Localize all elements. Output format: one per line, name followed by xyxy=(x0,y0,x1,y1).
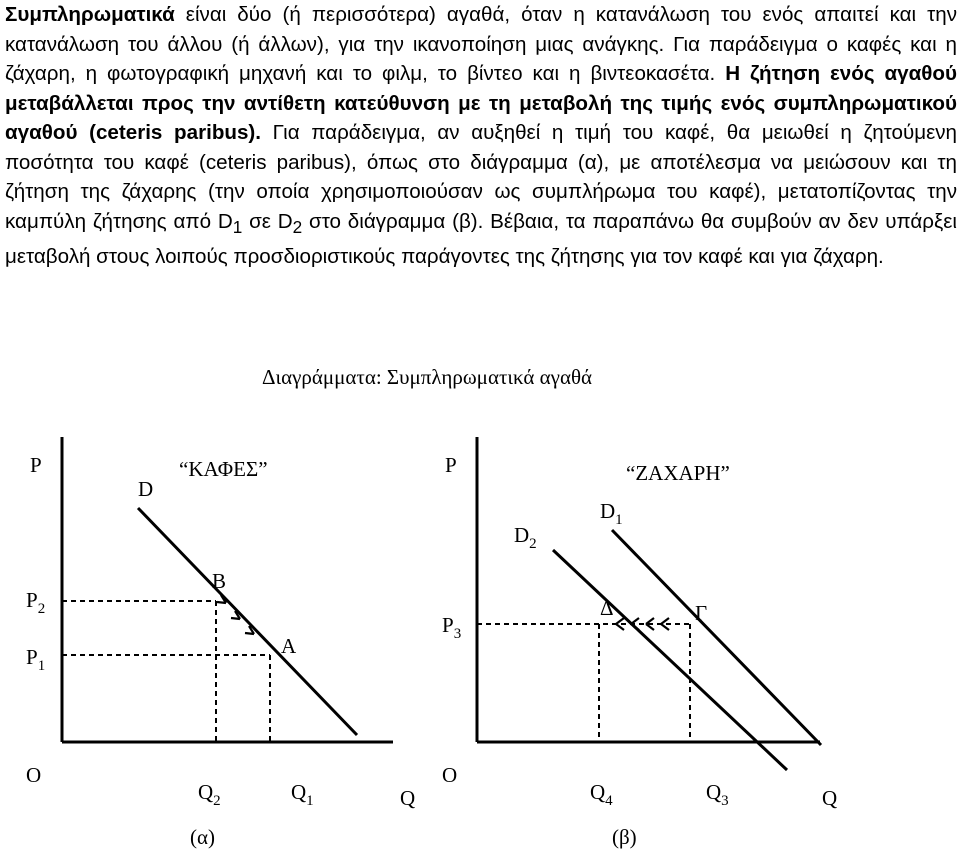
diagram-a-title: “ΚΑΦΕΣ” xyxy=(179,457,268,481)
definition-text: είναι δύο (ή περισσότερα) αγαθά, όταν η κατανάλωση του ενός απαιτεί και την κατανάλωση του άλλου (ή άλλων), για την ικανοποίηση μιας ανάγκης. Για παράδειγμα ο καφές και η ζάχαρη, η φωτογραφική μηχανή και το φιλμ, το βίντεο και η βιντεοκασέτα. xyxy=(5,3,957,85)
point-b-label: B xyxy=(212,569,227,593)
diagram-b-title: “ΖΑΧΑΡΗ” xyxy=(626,461,730,485)
axis-label-q: Q xyxy=(400,786,416,810)
caption-a: (α) xyxy=(190,825,215,849)
quantity-label-q2: $Q_2$ xyxy=(198,780,221,809)
axis-label-q: Q xyxy=(822,786,838,810)
price-label-p1: $P_1$ xyxy=(26,645,46,674)
curve-label-d2: $D_2$ xyxy=(514,523,537,552)
example-text: σε D xyxy=(242,209,293,233)
demand-curve-d2 xyxy=(553,550,787,770)
caption-b: (β) xyxy=(612,825,637,849)
quantity-label-q3: $Q_3$ xyxy=(706,780,729,809)
diagram-a xyxy=(26,437,415,849)
origin-label: O xyxy=(26,763,42,787)
subscript: 1 xyxy=(232,216,243,237)
demand-curve-d1 xyxy=(612,530,821,745)
quantity-label-q1: $Q_1$ xyxy=(291,780,314,809)
point-delta-label: Δ xyxy=(600,596,614,620)
quantity-label-q4: $Q_4$ xyxy=(590,780,613,809)
rule-text: Η ζήτηση ενός αγαθού μεταβάλλεται προς την αντίθετη κατεύθυνση με τη μεταβολή της τιμής ενός συμπληρωματικού αγαθού (ceteris paribus). xyxy=(5,62,957,144)
demand-curve xyxy=(138,508,357,735)
curve-label-d1: $D_1$ xyxy=(600,499,623,528)
movement-arrows xyxy=(217,595,254,634)
example-text: Για παράδειγμα, αν αυξηθεί η τιμή του καφέ, θα μειωθεί η ζητούμενη ποσότητα του καφέ (ceteris paribus), όπως στο διάγραμμα (α), με αποτέλεσμα να μειώσουν και τη ζήτηση της ζάχαρης (την οποία χρησιμοποιούσαν ως συμπλήρωμα του καφέ), μετατοπίζοντας την καμπύλη ζήτησης από D xyxy=(5,121,958,233)
price-label-p3: $P_3$ xyxy=(442,613,462,642)
curve-label-d: D xyxy=(138,477,154,501)
price-label-p2: $P_2$ xyxy=(26,588,46,617)
origin-label: O xyxy=(442,763,458,787)
point-gamma-label: Γ xyxy=(695,601,708,625)
point-a-label: A xyxy=(281,634,297,658)
term-complementary: Συμπληρωματικά xyxy=(5,3,175,26)
subscript: 2 xyxy=(292,216,303,237)
axis-label-p: P xyxy=(445,453,457,477)
diagram-b xyxy=(442,437,837,849)
diagram-heading: Διαγράμματα: Συμπληρωματικά αγαθά xyxy=(261,365,593,389)
axis-label-p: P xyxy=(30,453,42,477)
example-text: στο διάγραμμα (β). Βέβαια, τα παραπάνω θα συμβούν αν δεν υπάρξει μεταβολή στους λοιπούς προσδιοριστικούς παράγοντες της ζήτησης για τον καφέ και για ζάχαρη. xyxy=(5,209,957,269)
